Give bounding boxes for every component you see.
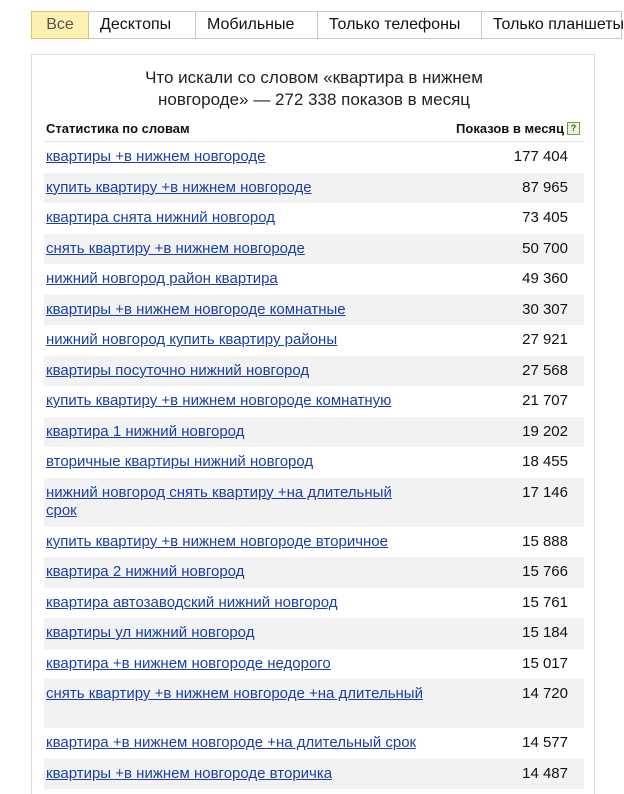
keyword-link[interactable]: снять квартиру +в нижнем новгороде +на длительный [46, 685, 423, 702]
panel-title-line-2: новгороде» — 272 338 показов в месяц [157, 90, 471, 109]
keyword-link[interactable]: квартиры +в нижнем новгороде комнатные [46, 300, 346, 318]
table-row [44, 173, 584, 204]
table-row [44, 203, 584, 234]
impressions-count: 15 766 [522, 563, 568, 580]
table-row [44, 618, 584, 649]
table-row [44, 478, 584, 527]
impressions-count: 14 577 [522, 734, 568, 751]
tab-desktops[interactable]: Десктопы [89, 11, 196, 39]
impressions-count: 15 184 [522, 624, 568, 641]
column-header-keywords: Статистика по словам [46, 121, 190, 136]
table-row [44, 527, 584, 558]
keyword-link[interactable]: купить квартиру +в нижнем новгороде вторичное [46, 532, 388, 550]
impressions-count: 14 487 [522, 764, 568, 782]
table-row [44, 264, 584, 295]
keyword-link[interactable]: квартира +в нижнем новгороде недорого [46, 654, 331, 672]
tab-all[interactable]: Все [31, 11, 89, 39]
keyword-link[interactable]: квартира 1 нижний новгород [46, 422, 245, 440]
table-row [44, 588, 584, 619]
impressions-count: 14 720 [522, 685, 568, 702]
table-row [44, 728, 584, 759]
impressions-count: 15 761 [522, 593, 568, 611]
keyword-stats-panel [31, 54, 595, 794]
impressions-count: 17 146 [522, 483, 568, 501]
keyword-table [44, 142, 584, 789]
impressions-count: 87 965 [522, 178, 568, 196]
impressions-count: 49 360 [522, 270, 568, 287]
table-row [44, 557, 584, 588]
table-row [44, 295, 584, 326]
help-icon[interactable]: ? [567, 122, 580, 135]
table-row [44, 649, 584, 680]
tab-tablets-only[interactable]: Только планшеты [482, 11, 622, 39]
table-row [44, 356, 584, 387]
device-filter-tabs [31, 11, 624, 39]
keyword-link[interactable]: квартира +в нижнем новгороде +на длительный срок [46, 734, 417, 751]
table-row [44, 234, 584, 265]
keyword-link[interactable]: купить квартиру +в нижнем новгороде комнатную [46, 392, 392, 409]
keyword-link[interactable]: квартиры посуточно нижний новгород [46, 361, 310, 379]
tab-mobile[interactable]: Мобильные [196, 11, 318, 39]
keyword-link[interactable]: квартира 2 нижний новгород [46, 563, 245, 580]
table-row [44, 447, 584, 478]
table-row [44, 759, 584, 790]
impressions-count: 177 404 [513, 148, 568, 165]
table-header [44, 121, 584, 142]
impressions-count: 15 017 [522, 654, 568, 672]
table-row [44, 679, 584, 728]
impressions-count: 73 405 [522, 209, 568, 226]
impressions-count: 50 700 [522, 239, 568, 257]
impressions-count: 19 202 [522, 422, 568, 440]
keyword-link[interactable]: нижний новгород район квартира [46, 270, 278, 287]
keyword-link[interactable]: снять квартиру +в нижнем новгороде [46, 239, 305, 257]
impressions-count: 18 455 [522, 453, 568, 470]
keyword-link[interactable]: нижний новгород купить квартиру районы [46, 331, 338, 348]
keyword-link[interactable]: квартиры +в нижнем новгороде вторичка [46, 764, 333, 782]
table-row [44, 386, 584, 417]
impressions-count: 27 568 [522, 361, 568, 379]
impressions-count: 30 307 [522, 300, 568, 318]
keyword-link[interactable]: купить квартиру +в нижнем новгороде [46, 178, 312, 196]
impressions-count: 15 888 [522, 532, 568, 550]
impressions-count: 21 707 [522, 392, 568, 409]
keyword-link[interactable]: квартира автозаводский нижний новгород [46, 593, 338, 611]
column-header-count-label: Показов в месяц [456, 121, 564, 136]
table-row [44, 142, 584, 173]
panel-title-line-1: Что искали со словом «квартира в нижнем [145, 68, 483, 87]
keyword-link[interactable]: вторичные квартиры нижний новгород [46, 453, 314, 470]
table-row [44, 325, 584, 356]
panel-title [32, 67, 596, 111]
keyword-link[interactable]: квартиры +в нижнем новгороде [46, 148, 266, 165]
tab-phones-only[interactable]: Только телефоны [318, 11, 482, 39]
keyword-link[interactable]: квартиры ул нижний новгород [46, 624, 255, 641]
keyword-link[interactable]: квартира снята нижний новгород [46, 209, 276, 226]
column-header-count [456, 121, 580, 136]
keyword-link[interactable]: нижний новгород снять квартиру +на длительный срок [46, 483, 392, 519]
table-row [44, 417, 584, 448]
impressions-count: 27 921 [522, 331, 568, 348]
